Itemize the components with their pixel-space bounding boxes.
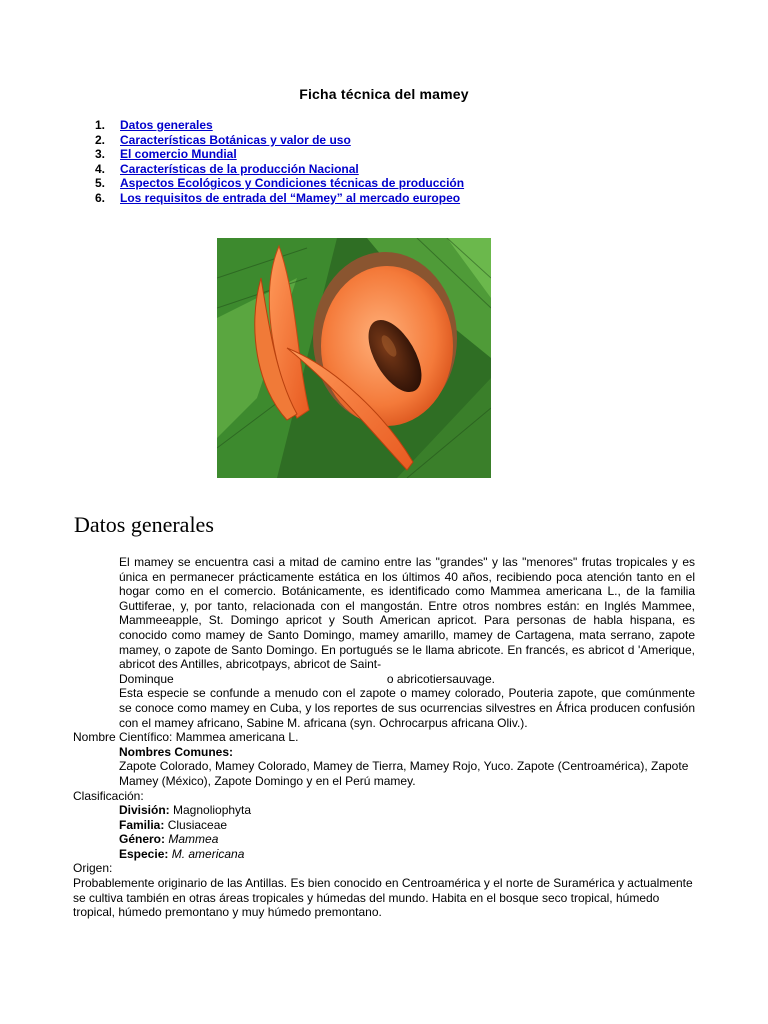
toc-number: 4. xyxy=(95,161,106,176)
classification-value: Magnoliophyta xyxy=(173,803,252,818)
toc-link-datos-generales[interactable]: Datos generales xyxy=(120,118,213,132)
classification-key: División: xyxy=(119,803,170,818)
classification-block xyxy=(119,803,695,861)
common-names-text: Zapote Colorado, Mamey Colorado, Mamey de Tierra, Mamey Rojo, Yuco. Zapote (Centroamérica), Zapote Mamey (México), Zapote Domingo y en el Perú mamey. xyxy=(119,759,689,788)
toc-link-caracteristicas-botanicas[interactable]: Características Botánicas y valor de uso xyxy=(120,132,351,147)
document-body xyxy=(73,555,695,920)
intro-last-line xyxy=(119,672,695,687)
classification-label: Clasificación: xyxy=(73,788,144,803)
toc-link-aspectos-ecologicos[interactable]: Aspectos Ecológicos y Condiciones técnicas de producción xyxy=(120,176,465,191)
toc-item xyxy=(95,176,464,191)
section-heading: Datos generales xyxy=(74,512,214,537)
toc-number: 5. xyxy=(95,176,106,191)
toc-item xyxy=(95,133,464,148)
page-title: Ficha técnica del mamey xyxy=(299,86,469,102)
toc-number: 3. xyxy=(95,147,106,162)
classification-row xyxy=(119,818,695,833)
origin-text: Probablemente originario de las Antillas. Es bien conocido en Centroamérica y el norte de Suramérica y actualmente se cultiva también en otras áreas tropicales y húmedas del mundo. Habita en el bosque seco tropical, húmedo tropical, húmedo premontano y muy húmedo premontano. xyxy=(73,876,693,920)
toc-item xyxy=(95,191,464,206)
toc-number: 2. xyxy=(95,132,106,147)
origin-label: Origen: xyxy=(73,861,113,876)
toc-item xyxy=(95,147,464,162)
classification-value: Mammea xyxy=(168,832,219,847)
toc-number: 1. xyxy=(95,118,106,132)
classification-value: Clusiaceae xyxy=(167,817,228,832)
table-of-contents xyxy=(95,118,464,206)
intro-last-right: o abricotiersauvage. xyxy=(386,671,495,686)
toc-link-comercio-mundial[interactable]: El comercio Mundial xyxy=(120,147,237,162)
classification-row xyxy=(119,847,695,862)
classification-value: M. americana xyxy=(171,846,245,861)
intro-text: El mamey se encuentra casi a mitad de camino entre las "grandes" y las "menores" frutas tropicales y es única en permanecer prácticamente estática en los últimos 40 años, recibiendo poca atención tanto en el hogar como en el comercio. Botánicamente, es identificado como Mammea americana L., de la familia Guttiferae, y, por tanto, relacionada con el mangostán. Entre otros nombres están: en Inglés Mammee, Mammeeapple, St. Domingo apricot y South American apricot. Para personas de habla hispana, es conocido como mamey de Santo Domingo, mamey amarillo, mamey de Cartagena, mata serrano, zapote mamey, o zapote de Santo Domingo. En portugués se le llama abricote. En francés, es abricot d 'Amerique, abricot des Antilles, abricotpays, abricot de Saint- xyxy=(119,555,695,672)
classification-key: Familia: xyxy=(119,817,165,832)
scientific-name-line: Nombre Científico: Mammea americana L. xyxy=(73,730,299,745)
toc-link-produccion-nacional[interactable]: Características de la producción Nacional xyxy=(120,161,359,176)
toc-number: 6. xyxy=(95,190,106,205)
intro-paragraph xyxy=(119,555,695,730)
mamey-fruit-photo xyxy=(217,238,491,478)
common-names-block xyxy=(119,745,695,789)
toc-item xyxy=(95,118,464,133)
classification-row xyxy=(119,803,695,818)
common-names-label: Nombres Comunes: xyxy=(119,744,234,759)
intro-last-left: Dominque xyxy=(119,671,174,686)
confusion-paragraph: Esta especie se confunde a menudo con el zapote o mamey colorado, Pouteria zapote, que comúnmente se conoce como mamey en Cuba, y los reportes de sus ocurrencias silvestres en África producen confusión con el mamey africano, Sabine M. africana (syn. Ochrocarpus africana Oliv.). xyxy=(119,686,695,730)
toc-link-requisitos-entrada[interactable]: Los requisitos de entrada del “Mamey” al mercado europeo xyxy=(120,190,461,205)
toc-item xyxy=(95,162,464,177)
classification-key: Género: xyxy=(119,832,166,847)
classification-key: Especie: xyxy=(119,846,169,861)
classification-row xyxy=(119,832,695,847)
